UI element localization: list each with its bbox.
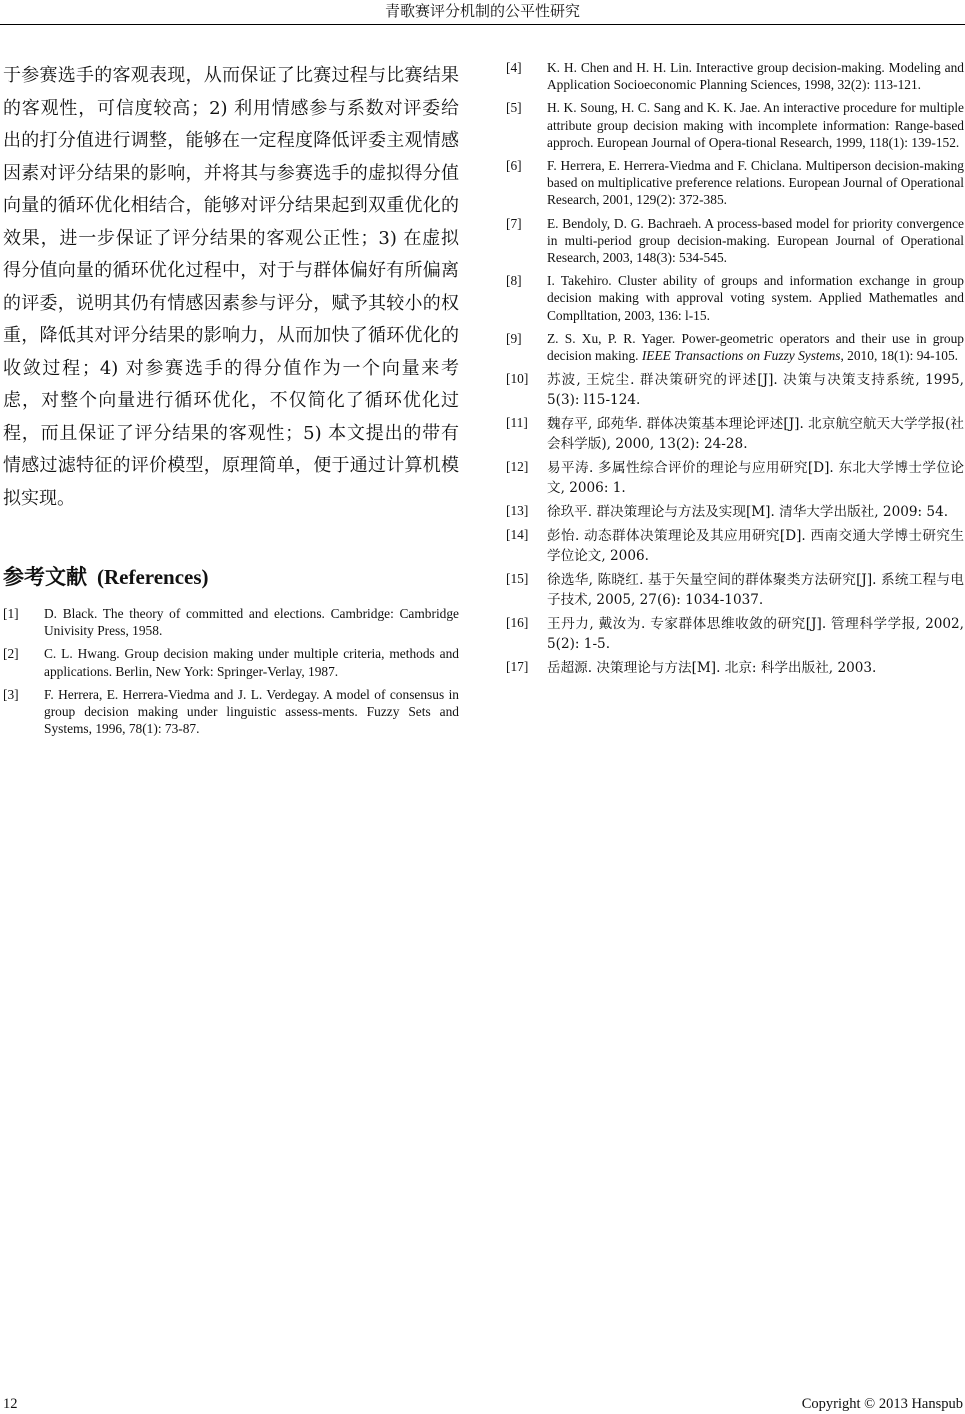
reference-number: [14] <box>506 527 529 543</box>
header-rule <box>0 24 965 25</box>
page-number: 12 <box>3 1396 18 1412</box>
copyright-notice: Copyright © 2013 Hanspub <box>801 1396 963 1412</box>
reference-number: [2] <box>3 646 19 662</box>
reference-text: I. Takehiro. Cluster ability of groups and information exchange in group decision making with approval voting system. Applied Mathematles and Complltation, 2003, 136: l-15. <box>547 273 964 323</box>
reference-number: [9] <box>506 330 522 346</box>
reference-item <box>506 570 964 610</box>
reference-item <box>506 414 964 454</box>
reference-item <box>506 370 964 410</box>
reference-number: [16] <box>506 615 529 631</box>
reference-text: 易平涛. 多属性综合评价的理论与应用研究[D]. 东北大学博士学位论文, 2006: 1. <box>547 460 964 497</box>
reference-text: D. Black. The theory of committed and elections. Cambridge: Cambridge Univisity Press, 1958. <box>44 606 459 639</box>
reference-text-part: Z. S. Xu, P. R. Yager. Power-geometric operators and their use in group decision making. <box>547 330 964 364</box>
reference-number: [15] <box>506 571 529 587</box>
reference-text: 徐选华, 陈晓红. 基于矢量空间的群体聚类方法研究[J]. 系统工程与电子技术, 2005, 27(6): 1034-1037. <box>547 572 964 609</box>
page-footer <box>3 1395 963 1413</box>
running-header: 青歌赛评分机制的公平性研究 <box>384 2 580 20</box>
reference-number: [6] <box>506 158 522 174</box>
reference-number: [10] <box>506 371 529 387</box>
reference-text-part: , 2010, 18(1): 94-105. <box>840 348 958 364</box>
reference-number: [1] <box>3 606 19 621</box>
reference-number: [11] <box>506 415 528 431</box>
reference-item <box>506 157 964 209</box>
right-column <box>506 59 964 682</box>
references-heading <box>3 563 459 591</box>
reference-item <box>506 59 964 93</box>
reference-text: E. Bendoly, D. G. Bachraeh. A process-based model for priority convergence in multi-period group decision-making. European Journal of Operational Research, 2003, 148(3): 534-545. <box>547 215 964 266</box>
reference-number: [12] <box>506 459 529 475</box>
reference-text: 魏存平, 邱苑华. 群体决策基本理论评述[J]. 北京航空航天大学学报(社会科学版), 2000, 13(2): 24-28. <box>547 416 964 453</box>
reference-text: 彭怡. 动态群体决策理论及其应用研究[D]. 西南交通大学博士研究生学位论文, 2006. <box>547 528 964 565</box>
reference-item <box>506 330 964 364</box>
reference-text: 徐玖平. 群决策理论与方法及实现[M]. 清华大学出版社, 2009: 54. <box>547 504 949 521</box>
reference-number: [5] <box>506 100 522 116</box>
left-column <box>3 60 459 743</box>
reference-number: [4] <box>506 60 522 75</box>
reference-text: F. Herrera, E. Herrera-Viedma and F. Chiclana. Multiperson decision-making based on multiplicative preference relations. European Journal of Operational Research, 2001, 129(2): 372-385. <box>547 158 964 208</box>
reference-number: [7] <box>506 215 522 231</box>
reference-item <box>3 686 459 738</box>
reference-text: 苏波, 王烷尘. 群决策研究的评述[J]. 决策与决策支持系统, 1995, 5(3): l15-124. <box>547 372 964 409</box>
reference-item <box>506 526 964 566</box>
reference-text: H. K. Soung, H. C. Sang and K. K. Jae. An interactive procedure for multiple attribute group decision making with incomplete information: Range-based approch. European Journal of Opera-tional Research, 1999, 118(1): 139-152. <box>547 100 964 150</box>
body-paragraph: 于参赛选手的客观表现，从而保证了比赛过程与比赛结果的客观性，可信度较高；2) 利用情感参与系数对评委给出的打分值进行调整，能够在一定程度降低评委主观情感因素对评分结果的影响，并将其与参赛选手的虚拟得分值向量的循环优化相结合，能够对评分结果起到双重优化的效果，进一步保证了评分结果的客观公正性；3) 在虚拟得分值向量的循环优化过程中，对于与群体偏好有所偏离的评委，说明其仍有情感因素参与评分，赋予其较小的权重，降低其对评分结果的影响力，从而加快了循环优化的收敛过程；4) 对参赛选手的得分值作为一个向量来考虑，对整个向量进行循环优化，不仅简化了循环优化过程，而且保证了评分结果的客观性；5) 本文提出的带有情感过滤特征的评价模型，原理简单，便于通过计算机模拟实现。 <box>3 65 459 509</box>
reference-text: 王丹力, 戴汝为. 专家群体思维收敛的研究[J]. 管理科学学报, 2002, 5(2): 1-5. <box>547 616 964 653</box>
reference-item <box>506 458 964 498</box>
reference-item <box>506 658 964 678</box>
journal-title: IEEE Transactions on Fuzzy Systems <box>641 348 841 364</box>
reference-number: [17] <box>506 659 529 675</box>
reference-number: [13] <box>506 503 529 519</box>
reference-text: K. H. Chen and H. H. Lin. Interactive group decision-making. Modeling and Application Socioeconomic Planning Sciences, 1998, 32(2): 113-121. <box>547 60 964 93</box>
reference-item <box>506 215 964 267</box>
reference-item <box>506 272 964 324</box>
reference-list-right <box>506 59 964 678</box>
reference-item <box>3 645 459 679</box>
reference-item <box>506 502 964 522</box>
reference-text: F. Herrera, E. Herrera-Viedma and J. L. Verdegay. A model of consensus in group decision making under linguistic assess-ments. Fuzzy Sets and Systems, 1996, 78(1): 73-87. <box>44 686 459 737</box>
reference-number: [3] <box>3 686 19 702</box>
reference-item <box>506 614 964 654</box>
references-heading-cn: 参考文献 <box>3 564 87 589</box>
reference-item <box>3 605 459 639</box>
reference-text: C. L. Hwang. Group decision making under multiple criteria, methods and applications. Berlin, New York: Springer-Verlay, 1987. <box>44 646 459 679</box>
reference-text: 岳超源. 决策理论与方法[M]. 北京: 科学出版社, 2003. <box>547 660 877 677</box>
reference-list-left <box>3 605 459 737</box>
references-heading-en: (References) <box>97 565 209 589</box>
reference-text <box>547 330 964 364</box>
reference-item <box>506 99 964 151</box>
reference-number: [8] <box>506 273 522 289</box>
